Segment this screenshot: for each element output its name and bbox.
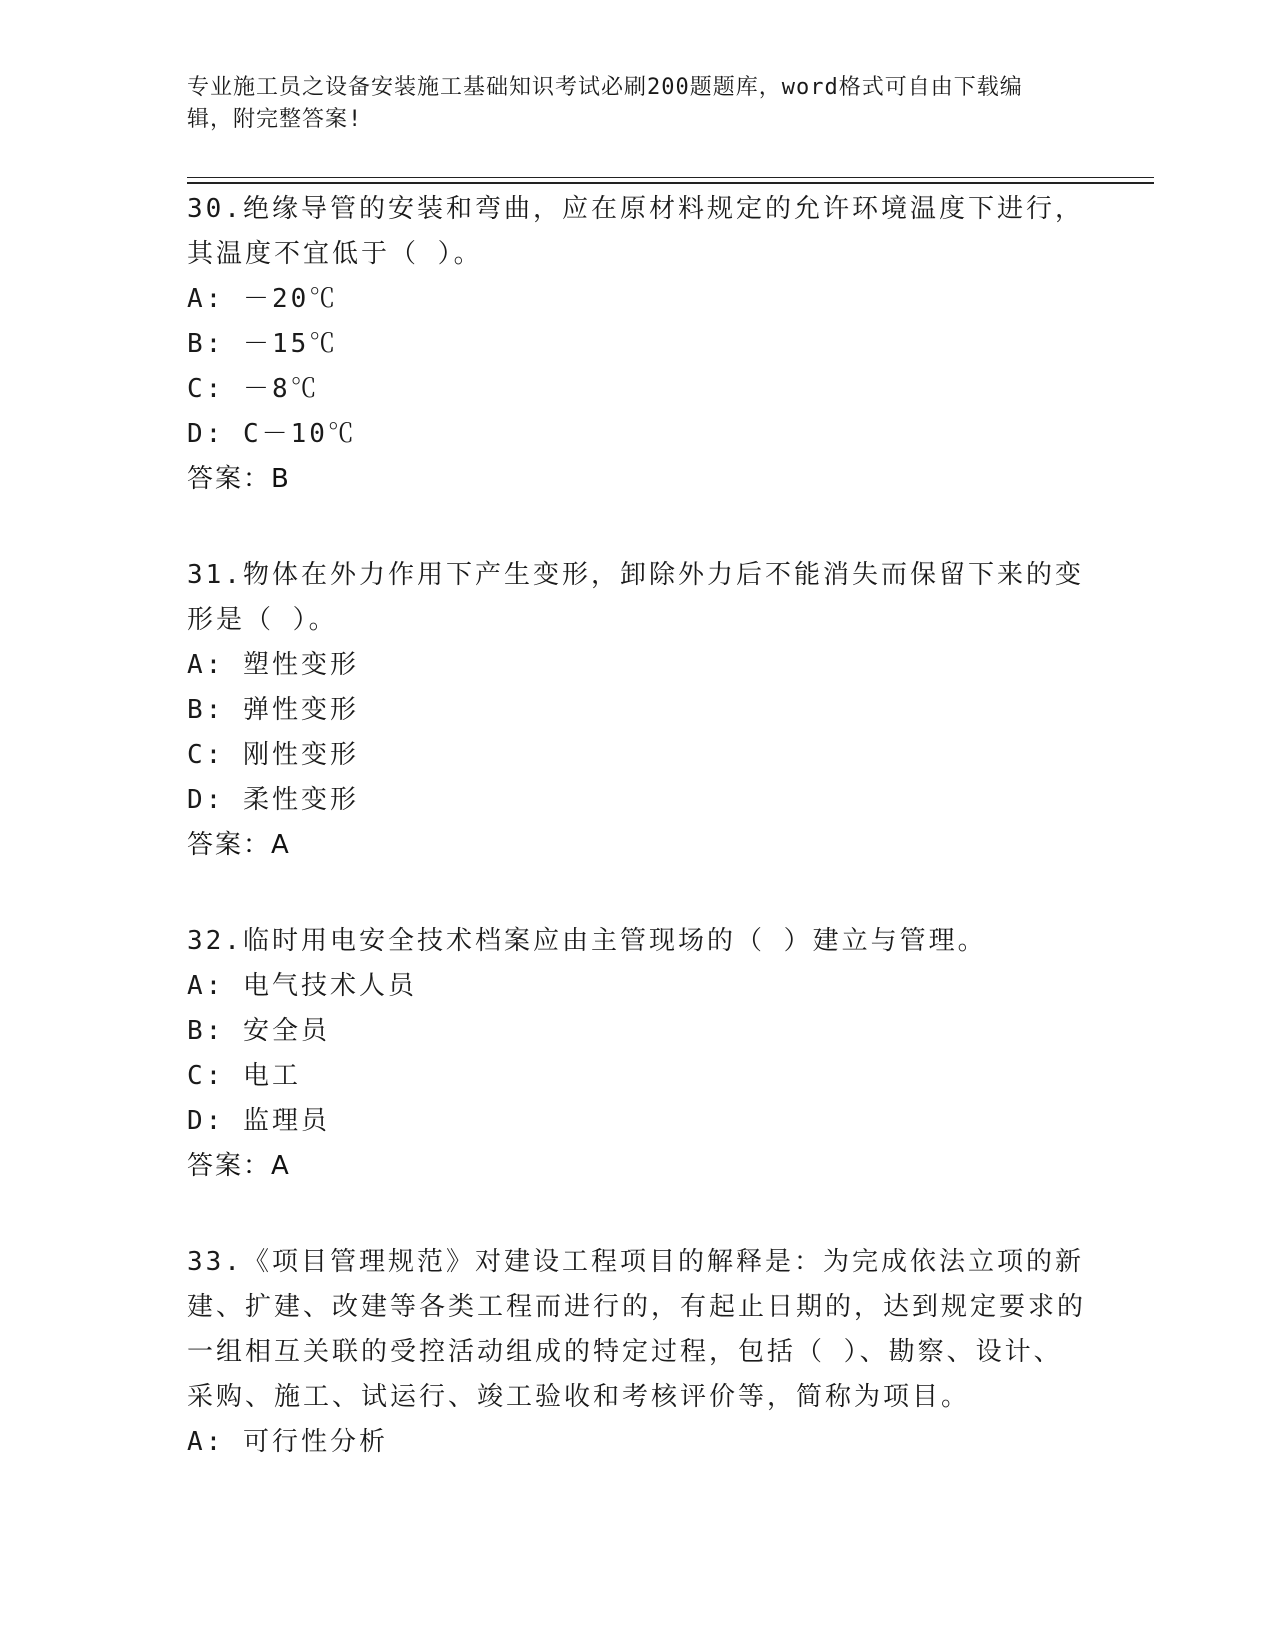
option-d: D: 柔性变形 xyxy=(187,785,359,815)
option-c: C: －8℃ xyxy=(187,374,320,404)
option-d: D: C－10℃ xyxy=(187,419,357,449)
question-text: 31.物体在外力作用下产生变形，卸除外力后不能消失而保留下来的变形是（ ）。 xyxy=(187,560,1084,635)
answer: 答案：A xyxy=(187,830,291,860)
option-c: C: 刚性变形 xyxy=(187,740,359,770)
option-a: A: 可行性分析 xyxy=(187,1427,388,1457)
question-list xyxy=(187,187,1087,1516)
option-d: D: 监理员 xyxy=(187,1106,330,1136)
option-a: A: 电气技术人员 xyxy=(187,971,417,1001)
option-a: A: 塑性变形 xyxy=(187,650,359,680)
question-text: 32.临时用电安全技术档案应由主管现场的（ ）建立与管理。 xyxy=(187,926,987,956)
question-31 xyxy=(187,553,1087,868)
answer: 答案：A xyxy=(187,1151,291,1181)
option-a: A: －20℃ xyxy=(187,284,339,314)
option-b: B: 弹性变形 xyxy=(187,695,359,725)
question-30 xyxy=(187,187,1087,502)
document-header: 专业施工员之设备安装施工基础知识考试必刷200题题库，word格式可自由下载编辑，附完整答案! xyxy=(187,75,1023,132)
option-b: B: －15℃ xyxy=(187,329,339,359)
header-rule-thick xyxy=(187,182,1154,184)
header-rule-thin xyxy=(187,177,1154,178)
question-33 xyxy=(187,1240,1087,1465)
question-text: 30.绝缘导管的安装和弯曲，应在原材料规定的允许环境温度下进行，其温度不宜低于（ ）。 xyxy=(187,194,1084,269)
option-b: B: 安全员 xyxy=(187,1016,330,1046)
option-c: C: 电工 xyxy=(187,1061,301,1091)
answer: 答案：B xyxy=(187,464,291,494)
question-32 xyxy=(187,919,1087,1189)
question-text: 33.《项目管理规范》对建设工程项目的解释是：为完成依法立项的新建、扩建、改建等各类工程而进行的，有起止日期的，达到规定要求的一组相互关联的受控活动组成的特定过程，包括（ ）、勘察、设计、采购、施工、试运行、竣工验收和考核评价等，简称为项目。 xyxy=(187,1247,1087,1412)
